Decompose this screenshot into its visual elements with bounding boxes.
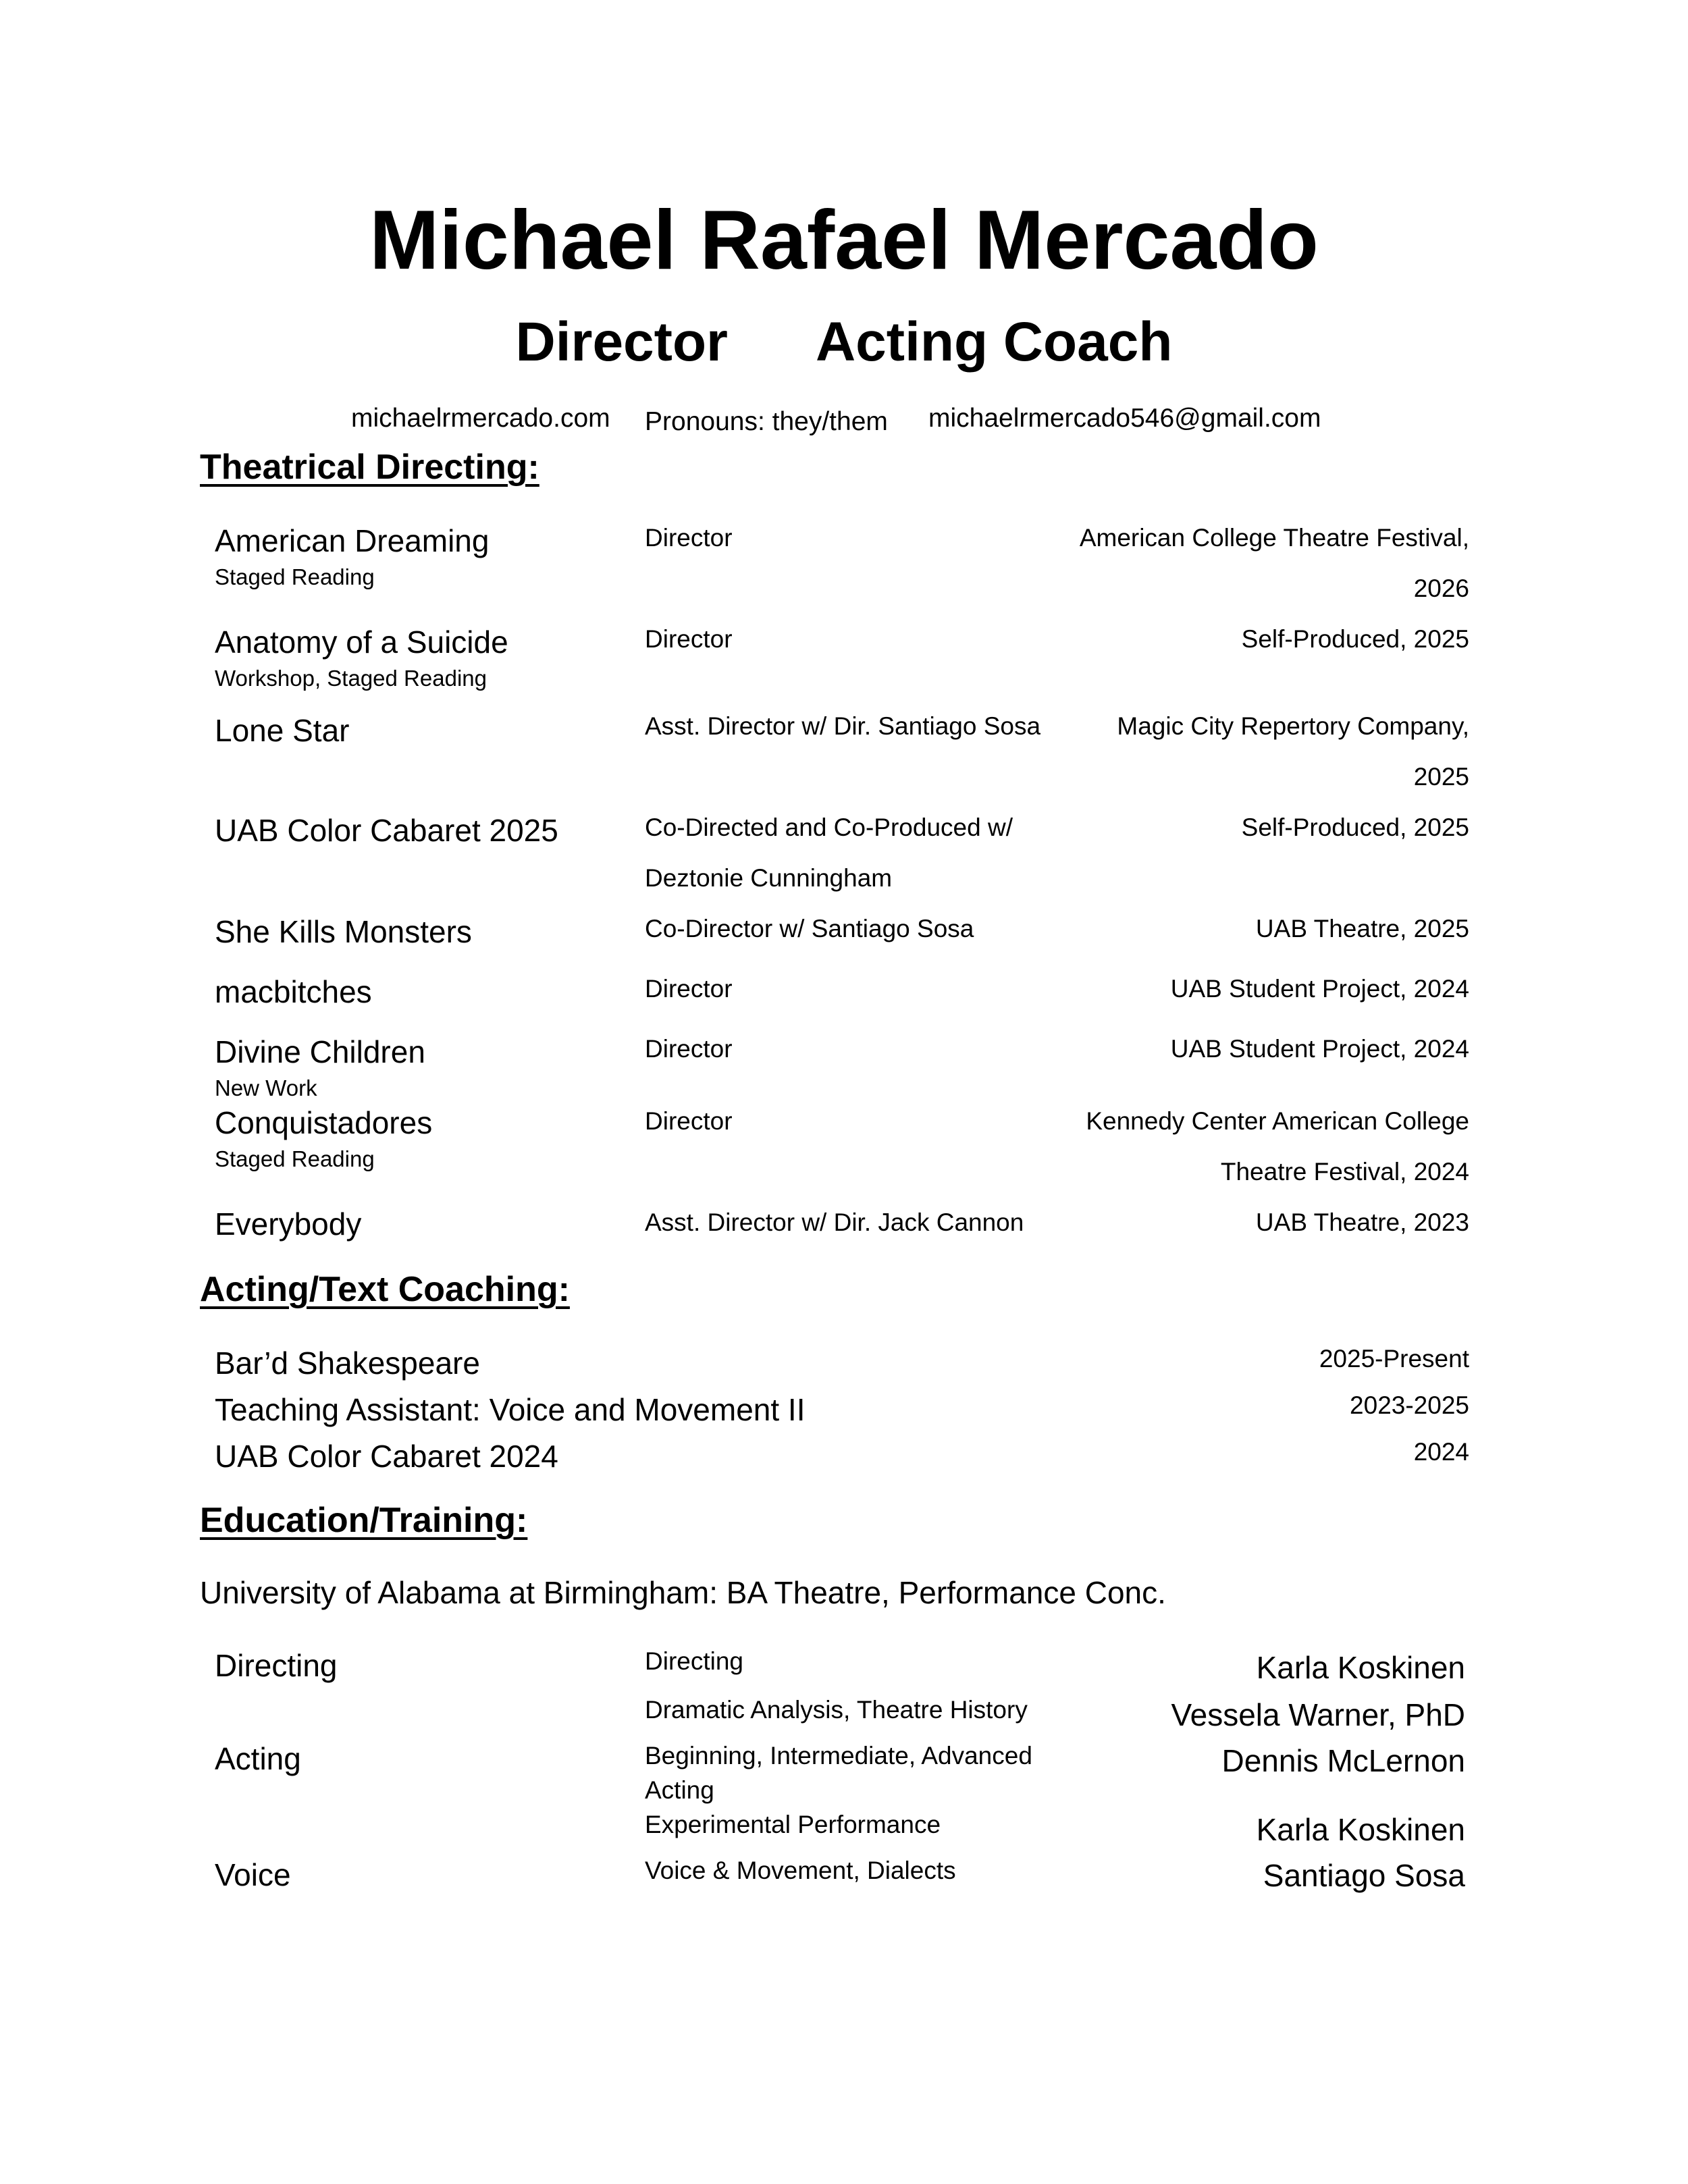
entry-title: Everybody [215,1206,362,1242]
resume-name: Michael Rafael Mercado [369,194,1319,287]
entry-venue: UAB Student Project, 2024 [1170,975,1469,1003]
entry-role: Co-Directed and Co-Produced w/ [645,814,1013,841]
entry-subtitle: New Work [215,1075,317,1100]
website-link[interactable]: michaelrmercado.com [351,404,610,433]
education-course: Beginning, Intermediate, Advanced [645,1742,1032,1769]
entry-title: macbitches [215,974,372,1009]
entry-years: 2023-2025 [1350,1391,1469,1419]
entry-role-cont: Deztonie Cunningham [645,864,893,892]
role-acting-coach: Acting Coach [815,311,1173,373]
entry-title: American Dreaming [215,523,490,558]
role-director: Director [515,311,728,373]
education-area: Acting [215,1741,301,1776]
entry-years: 2025-Present [1319,1345,1469,1373]
entry-title: Teaching Assistant: Voice and Movement II [215,1392,806,1427]
entry-venue: American College Theatre Festival, [1079,524,1469,552]
education-course: Voice & Movement, Dialects [645,1857,956,1884]
entry-title: Divine Children [215,1034,425,1069]
entry-venue: UAB Theatre, 2023 [1255,1208,1469,1236]
entry-title: Lone Star [215,713,350,748]
entry-venue: Kennedy Center American College [1086,1107,1469,1135]
education-area: Directing [215,1648,338,1683]
entry-role: Director [645,1035,733,1063]
entry-title: UAB Color Cabaret 2025 [215,813,558,848]
education-instructor: Vessela Warner, PhD [1171,1697,1465,1732]
entry-venue: Self-Produced, 2025 [1241,625,1469,653]
entry-venue: Self-Produced, 2025 [1241,814,1469,841]
entry-role: Director [645,975,733,1003]
entry-title: UAB Color Cabaret 2024 [215,1439,558,1474]
education-instructor: Karla Koskinen [1256,1650,1465,1685]
entry-venue-cont: 2025 [1413,763,1469,791]
entry-role: Director [645,524,733,552]
entry-venue: UAB Theatre, 2025 [1255,915,1469,942]
education-school: University of Alabama at Birmingham: BA Theatre, Performance Conc. [200,1575,1166,1610]
email-link[interactable]: michaelrmercado546@gmail.com [928,404,1321,433]
entry-role: Co-Director w/ Santiago Sosa [645,915,974,942]
entry-role: Asst. Director w/ Dir. Jack Cannon [645,1208,1024,1236]
pronouns: Pronouns: they/them [645,407,888,436]
entry-title: Conquistadores [215,1105,433,1140]
section-heading-acting-coaching: Acting/Text Coaching: [200,1270,570,1309]
education-course: Experimental Performance [645,1811,941,1838]
entry-title: She Kills Monsters [215,914,472,949]
education-area: Voice [215,1857,291,1892]
entry-venue: UAB Student Project, 2024 [1170,1035,1469,1063]
education-instructor: Santiago Sosa [1263,1858,1465,1893]
entry-role: Director [645,625,733,653]
entry-subtitle: Workshop, Staged Reading [215,666,487,691]
education-course: Directing [645,1647,743,1675]
entry-venue: Magic City Repertory Company, [1117,712,1469,740]
entry-venue-cont: 2026 [1413,575,1469,602]
section-heading-theatrical-directing: Theatrical Directing: [200,448,539,487]
entry-role: Director [645,1107,733,1135]
entry-title: Bar’d Shakespeare [215,1346,480,1381]
education-course: Dramatic Analysis, Theatre History [645,1696,1028,1724]
entry-subtitle: Staged Reading [215,564,375,589]
education-instructor: Dennis McLernon [1221,1743,1465,1778]
education-course-cont: Acting [645,1776,714,1804]
section-heading-education: Education/Training: [200,1501,528,1540]
entry-venue-cont: Theatre Festival, 2024 [1220,1158,1469,1186]
entry-role: Asst. Director w/ Dir. Santiago Sosa [645,712,1041,740]
entry-subtitle: Staged Reading [215,1146,375,1171]
entry-title: Anatomy of a Suicide [215,624,508,660]
resume-roles [0,312,1688,373]
entry-years: 2024 [1413,1438,1469,1466]
education-instructor: Karla Koskinen [1256,1812,1465,1847]
